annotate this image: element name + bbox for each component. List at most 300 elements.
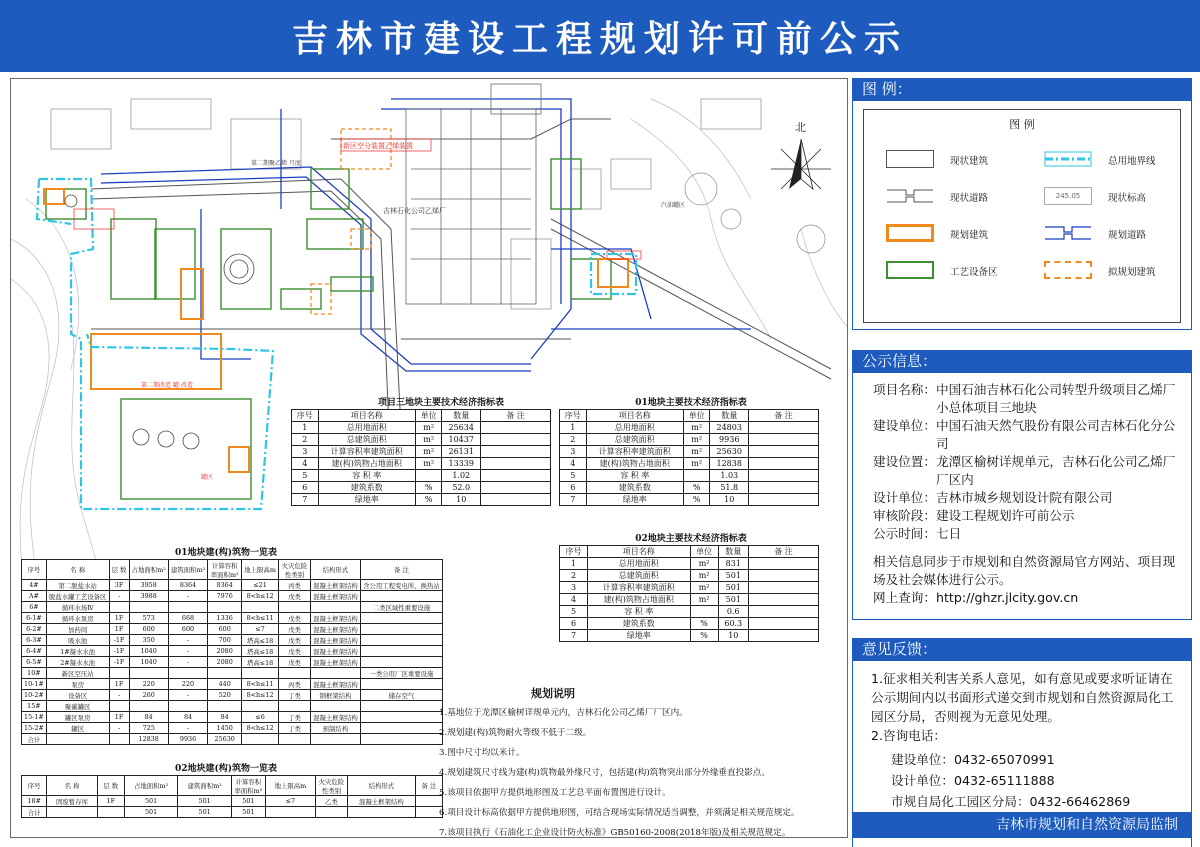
table-cell [749, 630, 819, 642]
table-header-row [22, 560, 443, 580]
table-header-row [22, 776, 443, 796]
table-cell: 10 [442, 494, 481, 506]
table-row [560, 470, 819, 482]
table-cell: m² [690, 594, 718, 606]
table-cell: ≤21 [242, 580, 279, 591]
table-cell: 总建筑面积 [587, 570, 690, 582]
query-label: 网上查询： [873, 590, 936, 605]
table-cell: 合计 [22, 734, 47, 745]
table-cell [278, 734, 310, 745]
equipment-swatch [886, 261, 934, 279]
table-cell: -1F [109, 657, 129, 668]
table-cell: % [690, 630, 718, 642]
table-cell: 丙类 [278, 679, 310, 690]
table-row [292, 482, 551, 494]
table-cell: 总用地面积 [318, 422, 415, 434]
legend-label: 现状道路 [950, 193, 989, 204]
info-row [873, 417, 1181, 453]
table-cell: 15-1# [22, 712, 47, 723]
footer-banner: 吉林市规划和自然资源局监制 [852, 812, 1192, 838]
info-row [873, 489, 1181, 507]
table-cell: 总建筑面积 [318, 434, 415, 446]
table-cell: 二类区域性重要设施 [360, 602, 442, 613]
table-cell: 10437 [442, 434, 481, 446]
table-cell: 6-3# [22, 635, 47, 646]
table-row [560, 570, 819, 582]
table-b02 [21, 775, 443, 818]
table-cell: 戊类 [278, 624, 310, 635]
table-cell [360, 712, 442, 723]
table-cell [310, 602, 360, 613]
table-cell: 建(构)筑物占地面积 [318, 458, 415, 470]
table-cell: 15-2# [22, 723, 47, 734]
table-cell: 501 [124, 796, 178, 807]
table-cell: 1.02 [442, 470, 481, 482]
table-cell: 8364 [168, 580, 207, 591]
table-cell: % [690, 618, 718, 630]
table-cell: 6-5# [22, 657, 47, 668]
table-cell [242, 602, 279, 613]
table-cell [481, 470, 551, 482]
feedback-item: 1.征求相关利害关系人意见，如有意见或要求听证请在公示期间内以书面形式递交到市规划和自然资源局化工园区分局，否则视为无意见处理。 [871, 671, 1174, 724]
table-row [22, 690, 443, 701]
info-value: 建设工程规划许可前公示 [935, 508, 1075, 523]
table-cell: 建筑系数 [318, 482, 415, 494]
table-cell: 1 [292, 422, 319, 434]
col-header: 项目名称 [586, 410, 683, 422]
table-cell: 7 [560, 494, 587, 506]
table-cell: 10-2# [22, 690, 47, 701]
table-cell: 罐区 [46, 723, 109, 734]
col-header: 备 注 [415, 776, 442, 796]
table-cell: 2 [560, 570, 588, 582]
table-cell: 13339 [442, 458, 481, 470]
table-cell: 24803 [710, 422, 749, 434]
elevation-swatch: 245.05 [1044, 187, 1092, 205]
table-cell: 建筑系数 [587, 618, 690, 630]
table-cell [315, 807, 347, 818]
note-item: 3.图中尺寸均以米计。 [439, 748, 525, 758]
col-header: 地上限高m [242, 560, 279, 580]
table-cell: 1336 [208, 613, 242, 624]
legend-label: 工艺设备区 [950, 267, 998, 278]
table-cell: 725 [129, 723, 168, 734]
table-row [560, 594, 819, 606]
table-row [22, 591, 443, 602]
table-cell: 6 [560, 618, 588, 630]
table-cell: 绿地率 [318, 494, 415, 506]
col-header: 名 称 [46, 560, 109, 580]
table-cell [481, 482, 551, 494]
phone-row [891, 791, 1181, 812]
table-cell [481, 434, 551, 446]
phone-key: 市规自局化工园区分局： [891, 794, 1030, 809]
table-cell [360, 679, 442, 690]
table-cell: 1 [560, 558, 588, 570]
table-cell: 831 [718, 558, 748, 570]
table-cell: ≤6 [242, 712, 279, 723]
col-header: 序号 [22, 776, 47, 796]
table-cell: 混凝土框架结构 [310, 712, 360, 723]
table-cell: 26131 [442, 446, 481, 458]
info-header: 公示信息： [852, 350, 1192, 372]
table-cell [683, 470, 710, 482]
table-cell [242, 668, 279, 679]
table-cell [208, 602, 242, 613]
table-cell [749, 570, 819, 582]
col-header: 序号 [560, 410, 587, 422]
table-row [22, 701, 443, 712]
lot-label: 第二期改造 罐 改造 [141, 382, 193, 389]
table-cell: 吸水池 [46, 635, 109, 646]
phone-row [891, 770, 1181, 791]
table-cell: 钢框架结构 [310, 690, 360, 701]
col-header: 数量 [442, 410, 481, 422]
table-cell [481, 446, 551, 458]
table-cell: A# [22, 591, 47, 602]
legend-box [852, 100, 1192, 330]
table-cell: 丁类 [278, 712, 310, 723]
table-overall-caption: 项目三地块主要技术经济指标表 [377, 398, 504, 408]
table-cell: 混凝土框架结构 [310, 646, 360, 657]
table-cell: 总用地面积 [586, 422, 683, 434]
table-cell: 1F [109, 712, 129, 723]
table-cell: 84 [168, 712, 207, 723]
table-cell: 合计 [22, 807, 47, 818]
table-cell: 建(构)筑物占地面积 [587, 594, 690, 606]
table-cell: m² [683, 458, 710, 470]
table-cell: - [109, 723, 129, 734]
table-cell [168, 602, 207, 613]
table-01 [559, 409, 819, 506]
table-row [22, 613, 443, 624]
table-cell: 循环水泵房 [46, 613, 109, 624]
table-cell: 1F [97, 796, 124, 807]
table-cell: 绿地率 [587, 630, 690, 642]
info-value: 吉林市城乡规划设计院有限公司 [935, 490, 1113, 505]
planned-road-swatch [1044, 224, 1092, 242]
table-row [22, 796, 443, 807]
col-header: 备 注 [360, 560, 442, 580]
table-row [292, 470, 551, 482]
table-cell: 51.8 [710, 482, 749, 494]
table-cell [749, 582, 819, 594]
table-cell: 4 [560, 594, 588, 606]
col-header: 备 注 [749, 546, 819, 558]
table-cell [481, 494, 551, 506]
info-value: 中国石油吉林石化公司转型升级项目乙烯厂小总体项目三地块 [935, 382, 1176, 415]
table-cell: 1#凝水水池 [46, 646, 109, 657]
table-cell: 260 [129, 690, 168, 701]
table-cell: 1F [109, 679, 129, 690]
table-cell: 4 [560, 458, 587, 470]
table-cell: 7 [560, 630, 588, 642]
table-cell: 混凝土框架结构 [310, 679, 360, 690]
table-cell: 501 [231, 807, 265, 818]
table-cell: 戊类 [278, 657, 310, 668]
info-key: 项目名称： [873, 382, 936, 397]
table-row [560, 458, 819, 470]
table-cell: 501 [231, 796, 265, 807]
phone-key: 设计单位： [891, 773, 954, 788]
table-cell: - [168, 690, 207, 701]
table-cell: 600 [129, 624, 168, 635]
table-cell [109, 734, 129, 745]
info-value: 七日 [935, 526, 962, 541]
col-header: 单位 [690, 546, 718, 558]
col-header: 计算容积率面积m² [208, 560, 242, 580]
table-row [560, 422, 819, 434]
table-cell [310, 701, 360, 712]
table-cell: 5 [292, 470, 319, 482]
table-cell: % [415, 494, 442, 506]
table-cell [278, 701, 310, 712]
table-cell: 总用地面积 [587, 558, 690, 570]
table-cell [749, 470, 819, 482]
table-row [292, 434, 551, 446]
page-title: 吉林市建设工程规划许可前公示 [291, 18, 908, 60]
table-cell [109, 602, 129, 613]
table-header-row [292, 410, 551, 422]
table-cell: 塔高≤18 [242, 657, 279, 668]
table-cell [481, 458, 551, 470]
table-cell: 1040 [129, 657, 168, 668]
col-header: 计算容积率面积m² [231, 776, 265, 796]
note-item: 1.基地位于龙潭区榆树详规单元内，吉林石化公司乙烯厂厂区内。 [439, 708, 688, 718]
table-cell: 3 [560, 446, 587, 458]
col-header: 名 称 [47, 776, 97, 796]
table-overall-body [292, 422, 551, 506]
table-cell [749, 434, 819, 446]
table-cell: 脱盐水罐工艺设备区 [46, 591, 109, 602]
table-row [22, 602, 443, 613]
boundary-swatch [1044, 150, 1092, 168]
table-cell: m² [690, 558, 718, 570]
table-cell [129, 701, 168, 712]
table-cell: m² [415, 422, 442, 434]
col-header: 备 注 [749, 410, 819, 422]
table-cell: 混凝土框架结构 [310, 580, 360, 591]
table-row [22, 712, 443, 723]
table-cell: 6-1# [22, 613, 47, 624]
table-cell: - [168, 635, 207, 646]
table-cell [749, 458, 819, 470]
table-cell [109, 668, 129, 679]
query-url-link[interactable]: http://ghzr.jlcity.gov.cn [935, 590, 1079, 605]
table-cell [360, 635, 442, 646]
table-cell: 220 [129, 679, 168, 690]
table-cell: 1F [109, 624, 129, 635]
table-cell: 泵房 [46, 679, 109, 690]
table-02-body [560, 558, 819, 642]
table-cell: 3988 [129, 591, 168, 602]
info-key: 建设单位： [873, 418, 936, 433]
table-cell: 3 [560, 582, 588, 594]
table-header-row [560, 410, 819, 422]
table-cell [129, 668, 168, 679]
table-cell: 戊类 [278, 646, 310, 657]
legend-label: 拟规划建筑 [1108, 267, 1156, 278]
table-row [22, 624, 443, 635]
table-cell: 7 [292, 494, 319, 506]
table-cell [208, 668, 242, 679]
table-cell [749, 558, 819, 570]
table-row [560, 618, 819, 630]
table-cell: m² [690, 570, 718, 582]
table-cell [749, 446, 819, 458]
table-cell [109, 701, 129, 712]
table-cell: % [415, 482, 442, 494]
table-cell [690, 606, 718, 618]
table-cell: 一类公用厂区重要设施 [360, 668, 442, 679]
table-cell: 25630 [208, 734, 242, 745]
table-cell [46, 734, 109, 745]
table-cell: 1040 [129, 646, 168, 657]
table-cell: 混凝土框架结构 [310, 635, 360, 646]
notes-title: 规划说明 [531, 687, 575, 700]
table-01-body [560, 422, 819, 506]
table-cell: 8364 [208, 580, 242, 591]
table-cell: 9936 [710, 434, 749, 446]
col-header: 备 注 [481, 410, 551, 422]
table-row [22, 580, 443, 591]
table-cell: 5 [560, 470, 587, 482]
table-cell: 350 [129, 635, 168, 646]
table-cell: 15# [22, 701, 47, 712]
table-cell [347, 807, 415, 818]
table-cell: 501 [124, 807, 178, 818]
table-cell: 440 [208, 679, 242, 690]
table-cell: 501 [718, 570, 748, 582]
table-row [22, 679, 443, 690]
info-row [873, 453, 1181, 489]
table-cell: 5 [560, 606, 588, 618]
table-cell: 10 [710, 494, 749, 506]
table-cell: 固废暂存库 [47, 796, 97, 807]
planned-label: 新区空分装置乙烯装置 [343, 142, 413, 150]
col-header: 占地面积m² [129, 560, 168, 580]
table-cell: 2080 [208, 646, 242, 657]
table-cell: 建筑系数 [586, 482, 683, 494]
info-box [852, 372, 1192, 620]
table-cell: 混凝土框架结构 [310, 613, 360, 624]
table-cell: % [683, 494, 710, 506]
table-cell: 18# [22, 796, 47, 807]
table-cell: 计算容积率建筑面积 [586, 446, 683, 458]
table-cell: 84 [129, 712, 168, 723]
table-cell: 6 [560, 482, 587, 494]
table-cell: 220 [168, 679, 207, 690]
table-cell [242, 734, 279, 745]
legend-label: 规划建筑 [950, 230, 989, 241]
table-row [22, 734, 443, 745]
side-panel [852, 78, 1192, 847]
table-cell: 含公用工程变电所、换热站 [360, 580, 442, 591]
existing-building-swatch [886, 150, 934, 168]
legend-label: 总用地界线 [1108, 156, 1156, 167]
table-row [22, 635, 443, 646]
table-cell: 建(构)筑物占地面积 [586, 458, 683, 470]
table-cell [310, 668, 360, 679]
table-row [560, 558, 819, 570]
title-banner [0, 0, 1200, 72]
table-cell: % [683, 482, 710, 494]
table-cell: 573 [129, 613, 168, 624]
table-b02-body [22, 796, 443, 818]
feedback-header: 意见反馈： [852, 638, 1192, 660]
table-cell [310, 734, 360, 745]
table-cell: 戊类 [278, 591, 310, 602]
note-item: 5.该项目依据甲方提供地形图及工艺总平面布置图进行设计。 [439, 788, 671, 798]
table-cell: 混凝土框架结构 [347, 796, 415, 807]
table-cell: - [109, 690, 129, 701]
phone-number: 0432-65111888 [953, 773, 1055, 788]
table-cell: 6# [22, 602, 47, 613]
north-arrow-icon [771, 121, 831, 189]
col-header: 建筑面积m² [168, 560, 207, 580]
table-cell: -1F [109, 635, 129, 646]
table-cell: 25634 [442, 422, 481, 434]
table-cell: 2080 [208, 657, 242, 668]
table-cell: 7976 [208, 591, 242, 602]
planned-building-swatch [886, 224, 934, 242]
table-cell: 12838 [129, 734, 168, 745]
table-cell: 2 [560, 434, 587, 446]
table-cell [360, 657, 442, 668]
table-cell: 戊类 [278, 613, 310, 624]
legend-label: 规划道路 [1108, 230, 1147, 241]
table-cell [360, 591, 442, 602]
table-cell: 52.0 [442, 482, 481, 494]
table-cell: 25630 [710, 446, 749, 458]
table-row [22, 646, 443, 657]
col-header: 层 数 [109, 560, 129, 580]
table-02-caption: 02地块主要技术经济指标表 [635, 534, 747, 544]
table-cell: ≤7 [265, 796, 315, 807]
table-cell: 丁类 [278, 690, 310, 701]
table-cell [278, 602, 310, 613]
table-cell [265, 807, 315, 818]
table-cell [168, 668, 207, 679]
note-item: 2.规划建(构)筑物耐火等级不低于二级。 [439, 728, 592, 738]
table-cell: 6-2# [22, 624, 47, 635]
table-cell: 绿地率 [586, 494, 683, 506]
table-row [560, 630, 819, 642]
table-cell [360, 624, 442, 635]
table-cell [749, 594, 819, 606]
table-cell: 容 积 率 [318, 470, 415, 482]
table-cell: 84 [208, 712, 242, 723]
table-cell: 设备区 [46, 690, 109, 701]
table-cell: 2#凝水水池 [46, 657, 109, 668]
table-cell: 4# [22, 580, 47, 591]
table-cell: 预制结构 [310, 723, 360, 734]
table-cell: 加药间 [46, 624, 109, 635]
table-row [560, 582, 819, 594]
table-cell: 501 [718, 582, 748, 594]
table-cell [360, 613, 442, 624]
table-cell: 循环水场Ⅳ [46, 602, 109, 613]
table-cell [749, 494, 819, 506]
table-cell [481, 422, 551, 434]
table-cell: 新区空压站 [46, 668, 109, 679]
col-header: 单位 [683, 410, 710, 422]
col-header: 项目名称 [318, 410, 415, 422]
info-key: 设计单位： [873, 490, 936, 505]
table-row [560, 434, 819, 446]
table-cell: 塔高≤18 [242, 646, 279, 657]
table-cell: 计算容积率建筑面积 [587, 582, 690, 594]
